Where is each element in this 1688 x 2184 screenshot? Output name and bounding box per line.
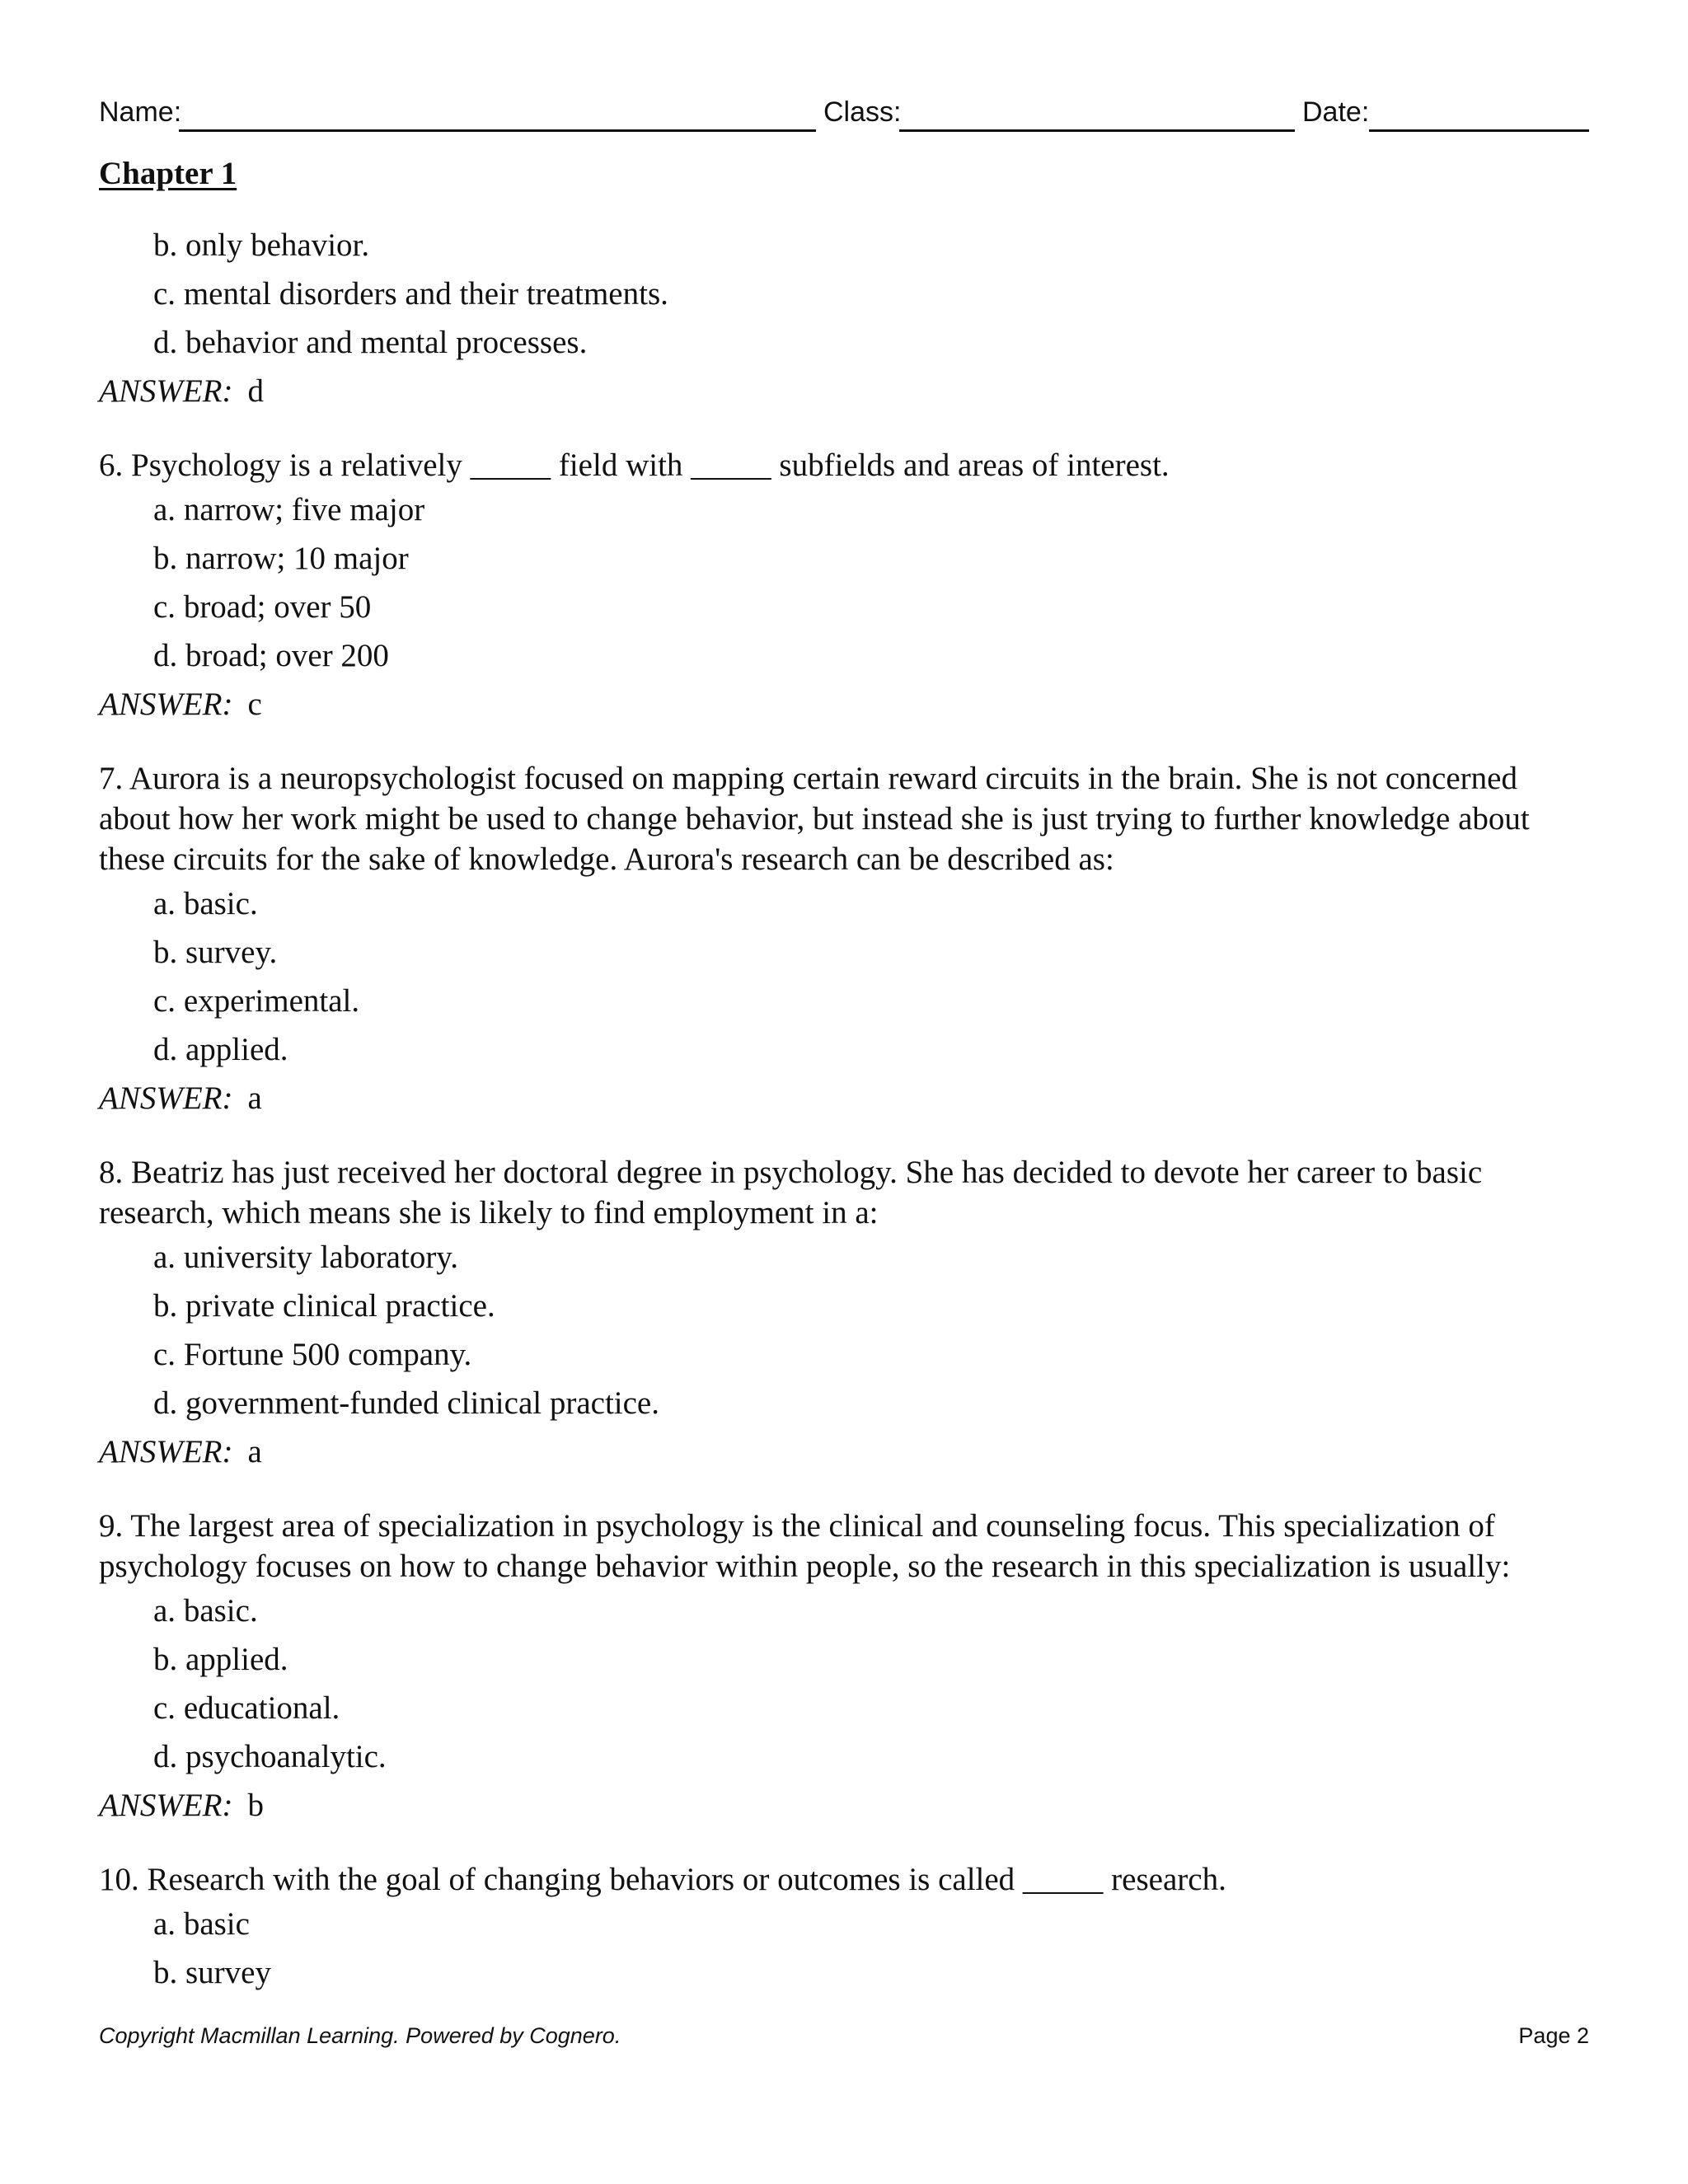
answer-line: [99, 1427, 1591, 1476]
option-letter: d.: [153, 638, 178, 673]
question-text: Beatriz has just received her doctoral degree in psychology. She has decided to devote her career to basic research, which means she is likely to find employment in a:: [99, 1155, 1483, 1230]
answer-label: ANSWER:: [99, 1080, 233, 1116]
name-label: Name:: [99, 96, 182, 128]
answer-label: ANSWER:: [99, 1788, 233, 1823]
option-letter: a.: [153, 886, 176, 921]
question-stem: [99, 1506, 1591, 1586]
question-10: [99, 1859, 1591, 1900]
answer-line: [99, 1074, 1591, 1122]
question-number: 7.: [99, 761, 124, 796]
option-letter: d.: [153, 1032, 178, 1067]
option-text: behavior and mental processes.: [185, 325, 588, 360]
option: [153, 631, 1591, 680]
option-text: broad; over 200: [185, 638, 389, 673]
option-letter: c.: [153, 276, 176, 312]
copyright-text: Copyright Macmillan Learning. Powered by Cognero.: [99, 2023, 621, 2048]
option-text: narrow; five major: [183, 492, 425, 527]
answer-value: b: [247, 1788, 264, 1823]
option-text: private clinical practice.: [185, 1288, 495, 1324]
question-stem: [99, 1152, 1591, 1233]
option-text: applied.: [185, 1642, 288, 1677]
option: [153, 1948, 1591, 1997]
answer-label: ANSWER:: [99, 687, 233, 722]
option-letter: c.: [153, 983, 176, 1019]
answer-line: [99, 680, 1591, 729]
question-text: The largest area of specialization in psychology is the clinical and counseling focus. This specialization of psychology focuses on how to change behavior within people, so the research in this specialization is usually:: [99, 1508, 1511, 1584]
option-letter: a.: [153, 1906, 176, 1942]
answer-line: [99, 367, 1591, 415]
option: [153, 583, 1591, 631]
option: [153, 1900, 1591, 1948]
option-letter: b.: [153, 1955, 178, 1990]
class-label: Class:: [823, 96, 902, 128]
chapter-title: Chapter 1: [99, 156, 237, 191]
option-letter: a.: [153, 492, 176, 527]
question-list: [99, 221, 1591, 1997]
option: [153, 1732, 1591, 1781]
question-9: [99, 1506, 1591, 1586]
option: [153, 1025, 1591, 1074]
option-text: basic: [183, 1906, 250, 1942]
option-letter: b.: [153, 227, 178, 263]
name-field-line[interactable]: [179, 129, 816, 132]
answer-label: ANSWER:: [99, 373, 233, 409]
option: [153, 1379, 1591, 1427]
option: [153, 485, 1591, 534]
answer-line: [99, 1781, 1591, 1830]
option: [153, 977, 1591, 1025]
option-text: government-funded clinical practice.: [185, 1385, 659, 1421]
answer-label: ANSWER:: [99, 1434, 233, 1469]
page-footer: [99, 2023, 1589, 2056]
student-info-header: [99, 95, 1589, 134]
option-text: experimental.: [183, 983, 360, 1019]
option: [153, 1684, 1591, 1732]
option-letter: a.: [153, 1240, 176, 1275]
option-text: psychoanalytic.: [185, 1739, 387, 1774]
question-stem: [99, 758, 1591, 879]
option-letter: c.: [153, 589, 176, 625]
option: [153, 879, 1591, 928]
option: [153, 1282, 1591, 1330]
date-label: Date:: [1302, 96, 1370, 128]
date-field-line[interactable]: [1369, 129, 1589, 132]
option: [153, 1233, 1591, 1282]
option-text: only behavior.: [185, 227, 370, 263]
question-text: Aurora is a neuropsychologist focused on mapping certain reward circuits in the brain. She is not concerned about how her work might be used to change behavior, but instead she is just trying to further knowledge about these circuits for the sake of knowledge. Aurora's research can be described as:: [99, 761, 1530, 877]
page-number: Page 2: [1518, 2023, 1589, 2048]
option: [153, 221, 1591, 269]
option-letter: b.: [153, 1642, 178, 1677]
continued-question: [99, 221, 1591, 415]
question-number: 6.: [99, 448, 124, 483]
option: [153, 318, 1591, 367]
option-text: basic.: [183, 886, 258, 921]
option: [153, 928, 1591, 977]
question-8: [99, 1152, 1591, 1233]
class-field-line[interactable]: [899, 129, 1295, 132]
option-letter: b.: [153, 541, 178, 576]
question-7: [99, 758, 1591, 879]
option-letter: b.: [153, 1288, 178, 1324]
option: [153, 1635, 1591, 1684]
option-text: basic.: [183, 1593, 258, 1629]
option-text: educational.: [183, 1690, 340, 1726]
question-6: [99, 445, 1591, 485]
option-text: narrow; 10 major: [185, 541, 409, 576]
answer-value: c: [247, 687, 262, 722]
option-letter: c.: [153, 1690, 176, 1726]
question-number: 9.: [99, 1508, 124, 1544]
option-text: survey: [185, 1955, 271, 1990]
option-letter: d.: [153, 1385, 178, 1421]
option-letter: c.: [153, 1337, 176, 1372]
option: [153, 1586, 1591, 1635]
option-letter: a.: [153, 1593, 176, 1629]
question-text: Research with the goal of changing behaviors or outcomes is called _____ research.: [147, 1862, 1226, 1897]
option-letter: b.: [153, 935, 178, 970]
question-stem: [99, 1859, 1591, 1900]
answer-value: a: [247, 1434, 262, 1469]
option-text: applied.: [185, 1032, 288, 1067]
option: [153, 1330, 1591, 1379]
option: [153, 269, 1591, 318]
answer-value: a: [247, 1080, 262, 1116]
answer-value: d: [247, 373, 264, 409]
question-stem: [99, 445, 1591, 485]
question-number: 8.: [99, 1155, 124, 1190]
option-text: survey.: [185, 935, 278, 970]
option-text: mental disorders and their treatments.: [183, 276, 668, 312]
option-letter: d.: [153, 1739, 178, 1774]
option-text: broad; over 50: [183, 589, 372, 625]
option: [153, 534, 1591, 583]
option-text: Fortune 500 company.: [183, 1337, 472, 1372]
option-text: university laboratory.: [183, 1240, 459, 1275]
option-letter: d.: [153, 325, 178, 360]
question-text: Psychology is a relatively _____ field with _____ subfields and areas of interest.: [131, 448, 1170, 483]
question-number: 10.: [99, 1862, 139, 1897]
